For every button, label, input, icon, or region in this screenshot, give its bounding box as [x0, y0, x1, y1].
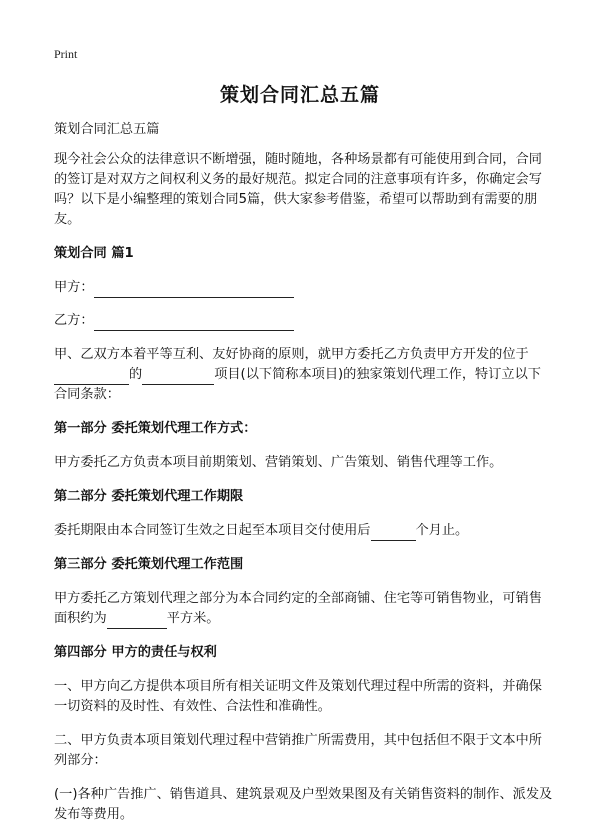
project-name-blank [142, 369, 214, 385]
clause-intro-text-2: 的 [129, 367, 143, 382]
months-blank [371, 525, 416, 541]
part1-text: 甲方委托乙方负责本项目前期策划、营销策划、广告策划、销售代理等工作。 [54, 455, 503, 470]
document-title: 策划合同汇总五篇 [219, 84, 380, 106]
part3-heading: 第三部分 委托策划代理工作范围 [54, 557, 244, 572]
part2-paragraph [54, 521, 554, 541]
part4-item1: 一、甲方向乙方提供本项目所有相关证明文件及策划代理过程中所需的资料，并确保一切资料的及时性、有效性、合法性和准确性。 [54, 679, 542, 714]
clause-intro-paragraph [54, 345, 554, 405]
part2-text-1: 委托期限由本合同签订生效之日起至本项目交付使用后 [54, 523, 371, 538]
part4-heading: 第四部分 甲方的责任与权利 [54, 645, 217, 660]
part4-item2: 二、甲方负责本项目策划代理过程中营销推广所需费用，其中包括但不限于文本中所列部分： [54, 733, 542, 768]
part3-text-2: 平方米。 [166, 611, 220, 626]
intro-paragraph: 现今社会公众的法律意识不断增强，随时随地，各种场景都有可能使用到合同，合同的签订是对双方之间权利义务的最好规范。拟定合同的注意事项有许多，你确定会写吗？以下是小编整理的策划合同5篇，供大家参考借鉴，希望可以帮助到有需要的朋友。 [54, 152, 542, 227]
part1-heading: 第一部分 委托策划代理工作方式： [54, 421, 257, 436]
part4-item2-sub1: (一)各种广告推广、销售道具、建筑景观及户型效果图及有关销售资料的制作、派发及发布等费用。 [54, 787, 553, 822]
clause-intro-text-3: 项目(以下简称本项目)的独家策划代理工作，特订立以下合同条款： [54, 367, 541, 402]
party-b-line [54, 311, 554, 331]
clause-intro-text-1: 甲、乙双方本着平等互利、友好协商的原则，就甲方委托乙方负责甲方开发的位于 [54, 347, 529, 362]
document-body [54, 120, 554, 839]
party-b-blank [94, 315, 294, 331]
part3-text-1: 甲方委托乙方策划代理之部分为本合同约定的全部商铺、住宅等可销售物业，可销售面积约为 [54, 591, 542, 626]
section-heading: 策划合同 篇1 [54, 246, 134, 261]
party-a-blank [94, 282, 294, 298]
part2-heading: 第二部分 委托策划代理工作期限 [54, 489, 244, 504]
location-blank [54, 369, 129, 385]
party-b-label: 乙方： [54, 313, 94, 328]
document-subtitle: 策划合同汇总五篇 [54, 122, 160, 137]
part2-text-2: 个月止。 [415, 523, 469, 538]
print-link[interactable]: Print [54, 47, 78, 61]
party-a-label: 甲方： [54, 280, 94, 295]
area-blank [107, 613, 167, 629]
party-a-line [54, 278, 554, 298]
part3-paragraph [54, 589, 554, 629]
